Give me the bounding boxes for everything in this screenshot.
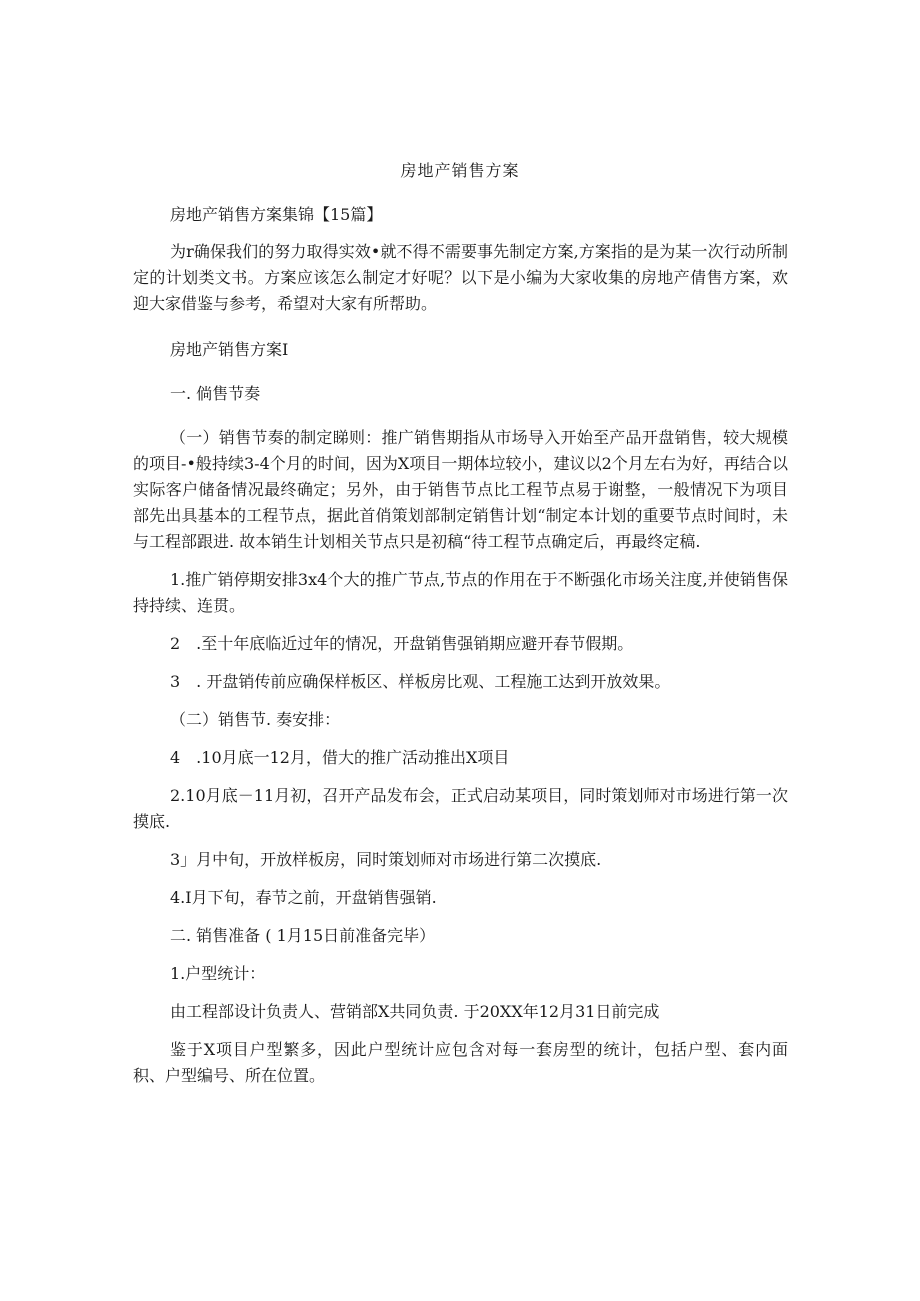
document-body xyxy=(133,202,788,1101)
section-heading-sales-prep: 二. 销售准备 ( 1月15日前准备完毕） xyxy=(170,926,436,945)
subtitle-paragraph: 房地产销售方案集锦【15篇】 xyxy=(170,205,383,224)
subsection-heading: （二）销售节. 奏安排： xyxy=(170,710,341,729)
list-item: 3」月中旬，开放样板房，同时策划师对市场进行第二次摸底. xyxy=(170,850,602,869)
section-title: 房地产销售方案I xyxy=(170,340,289,359)
document-title: 房地产销售方案 xyxy=(400,161,520,180)
section-heading-sales-rhythm: 一. 倘售节奏 xyxy=(170,384,261,403)
list-item: 3 . 开盘销传前应确保样板区、样板房比观、工程施工达到开放效果。 xyxy=(170,672,671,691)
list-item: 1.户型统计： xyxy=(170,964,266,983)
intro-paragraph: 为r确保我们的努力取得实效•就不得不需要事先制定方案,方案指的是为某一次行动所制定的计划类文书。方案应该怎么制定才好呢？以下是小编为大家收集的房地产倩售方案，欢迎大家借鉴与参考，希望对大家有所帮助。 xyxy=(133,242,788,313)
list-item: 2 .至十年底临近过年的情况，开盘销售强销期应避开春节假期。 xyxy=(170,634,634,653)
list-item: 2.10月底－11月初，召开产品发布会，正式启动某项目，同时策划师对市场进行第一次摸底. xyxy=(133,786,788,831)
list-item: 4 .10月底一12月，借大的推广活动推出X项目 xyxy=(170,748,510,767)
paragraph: 鉴于X项目户型繁多，因此户型统计应包含对每一套房型的统计，包括户型、套内面积、户型编号、所在位置。 xyxy=(133,1040,788,1085)
list-item: 4.I月下旬，春节之前，开盘销售强销. xyxy=(170,888,437,907)
list-item: 1.推广销停期安排3x4个大的推广节点,节点的作用在于不断强化市场关注度,并使销售保持持续、连贯。 xyxy=(133,570,788,615)
paragraph: 由工程部设计负责人、营销部X共同负责. 于20XX年12月31日前完成 xyxy=(170,1002,660,1021)
paragraph-rhythm-principle: （一）销售节奏的制定睇则：推广销售期指从市场导入开始至产品开盘销售，较大规模的项目-•般持续3-4个月的时间，因为X项目一期体垃较小，建议以2个月左右为好，再结合以实际客户储备情况最终确定；另外，由于销售节点比工程节点易于谢整，一般情况下为项目部先出具基本的工程节点，据此首俏策划部制定销售计划“制定本计划的重要节点时间时，未与工程部跟进. 故本销生计划相关节点只是初稿“待工程节点确定后，再最终定稿. xyxy=(133,428,788,551)
